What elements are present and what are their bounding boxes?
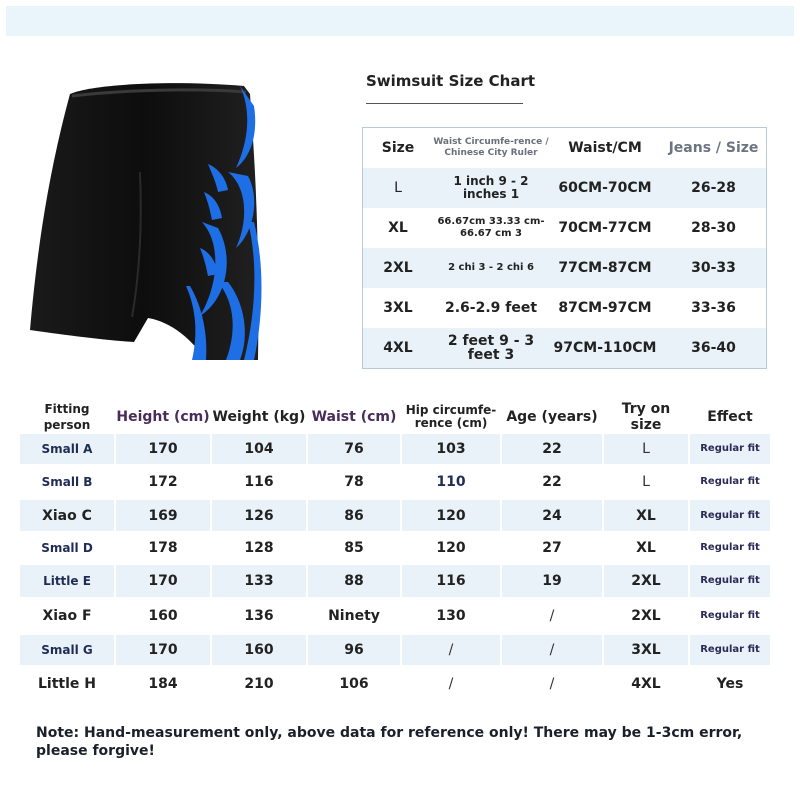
header-hip: Hip circumfe-rence (cm) [402,400,502,434]
try-size-cell: XL [604,531,690,565]
waist-cell: 78 [308,464,402,500]
waist-cell: 106 [308,665,402,703]
height-cell: 169 [116,500,212,531]
try-size-cell: 4XL [604,665,690,703]
age-cell: / [502,597,604,635]
header-size: Size [381,140,415,156]
person-name: Xiao F [20,597,116,635]
weight-cell: 160 [212,635,308,665]
height-cell: 172 [116,464,212,500]
top-banner [6,6,794,36]
weight-cell: 104 [212,434,308,464]
table-row [20,531,770,565]
effect-cell: Regular fit [690,500,770,531]
header-try-on-size: Try on size [604,400,690,434]
size-cell: 3XL [383,300,413,316]
size-row [363,168,766,208]
size-cell: 4XL [383,340,413,356]
hip-cell: 130 [402,597,502,635]
age-cell: / [502,635,604,665]
weight-cell: 210 [212,665,308,703]
jeans-cell: 33-36 [691,300,736,316]
try-size-cell: 2XL [604,565,690,597]
age-cell: / [502,665,604,703]
fitting-table-header [20,400,770,434]
person-name: Small B [20,464,116,500]
ruler-cell: 1 inch 9 - 2 inches 1 [453,174,529,201]
hip-cell: 120 [402,531,502,565]
weight-cell: 128 [212,531,308,565]
chart-title: Swimsuit Size Chart [366,72,536,90]
table-row [20,597,770,635]
height-cell: 170 [116,565,212,597]
size-cell: XL [388,220,408,236]
size-row [363,288,766,328]
weight-cell: 126 [212,500,308,531]
size-table-header [363,128,766,168]
jeans-cell: 28-30 [691,220,736,236]
effect-cell: Regular fit [700,610,760,621]
effect-cell: Regular fit [700,542,760,553]
height-cell: 170 [116,635,212,665]
header-weight: Weight (kg) [212,400,308,434]
waist-cell: 85 [308,531,402,565]
size-cell: L [394,180,402,196]
weight-cell: 116 [212,464,308,500]
person-name: Little E [20,565,116,597]
swim-shorts-image [22,72,322,372]
ruler-cell: 2 chi 3 - 2 chi 6 [448,262,534,273]
disclaimer-note: Note: Hand-measurement only, above data for reference only! There may be 1-3cm error, please forgive! [36,725,743,759]
person-name: Xiao C [20,500,116,531]
hip-cell: 103 [402,434,502,464]
jeans-cell: 26-28 [691,180,736,196]
waist-cell: 87CM-97CM [558,300,652,316]
waist-cell: 96 [308,635,402,665]
waist-cell: 86 [308,500,402,531]
waist-cell: Ninety [308,597,402,635]
jeans-cell: 36-40 [691,340,736,356]
effect-cell: Regular fit [700,476,760,487]
try-size-cell: 3XL [604,635,690,665]
header-waist: Waist (cm) [308,400,402,434]
age-cell: 19 [502,565,604,597]
hip-cell: 110 [402,464,502,500]
age-cell: 27 [502,531,604,565]
table-row [20,565,770,597]
ruler-cell: 66.67cm 33.33 cm-66.67 cm 3 [437,216,545,239]
table-row [20,464,770,500]
header-fitting-person: Fitting person [20,400,116,434]
try-size-cell: 2XL [604,597,690,635]
age-cell: 24 [502,500,604,531]
ruler-cell: 2.6-2.9 feet [444,300,538,316]
table-row [20,635,770,665]
jeans-cell: 30-33 [691,260,736,276]
header-age: Age (years) [502,400,604,434]
effect-cell: Regular fit [690,565,770,597]
header-height: Height (cm) [116,400,212,434]
person-name: Small A [20,434,116,464]
hip-cell: / [402,665,502,703]
effect-cell: Regular fit [690,434,770,464]
try-size-cell: XL [604,500,690,531]
size-cell: 2XL [383,260,413,276]
person-name: Little H [20,665,116,703]
waist-cell: 97CM-110CM [553,340,657,356]
waist-cell: 88 [308,565,402,597]
title-divider [366,103,523,104]
waist-cell: 60CM-70CM [558,180,652,196]
fitting-table [20,400,770,703]
weight-cell: 136 [212,597,308,635]
ruler-cell: 2 feet 9 - 3 feet 3 [447,333,535,363]
effect-cell: Yes [716,676,744,692]
waist-cell: 77CM-87CM [558,260,652,276]
try-size-cell: L [604,464,690,500]
weight-cell: 133 [212,565,308,597]
hip-cell: / [402,635,502,665]
table-row [20,434,770,464]
waist-cell: 76 [308,434,402,464]
size-row [363,248,766,288]
age-cell: 22 [502,434,604,464]
table-row [20,665,770,703]
effect-cell: Regular fit [690,635,770,665]
age-cell: 22 [502,464,604,500]
header-jeans: Jeans / Size [668,140,759,156]
person-name: Small D [20,531,116,565]
size-row [363,328,766,368]
size-chart-table [362,127,767,369]
header-ruler: Waist Circumfe-rence / Chinese City Ruler [433,137,549,158]
hip-cell: 120 [402,500,502,531]
header-waist: Waist/CM [568,140,642,156]
height-cell: 170 [116,434,212,464]
height-cell: 184 [116,665,212,703]
hip-cell: 116 [402,565,502,597]
person-name: Small G [20,635,116,665]
try-size-cell: L [604,434,690,464]
height-cell: 178 [116,531,212,565]
height-cell: 160 [116,597,212,635]
waist-cell: 70CM-77CM [558,220,652,236]
table-row [20,500,770,531]
header-effect: Effect [707,409,753,425]
size-row [363,208,766,248]
